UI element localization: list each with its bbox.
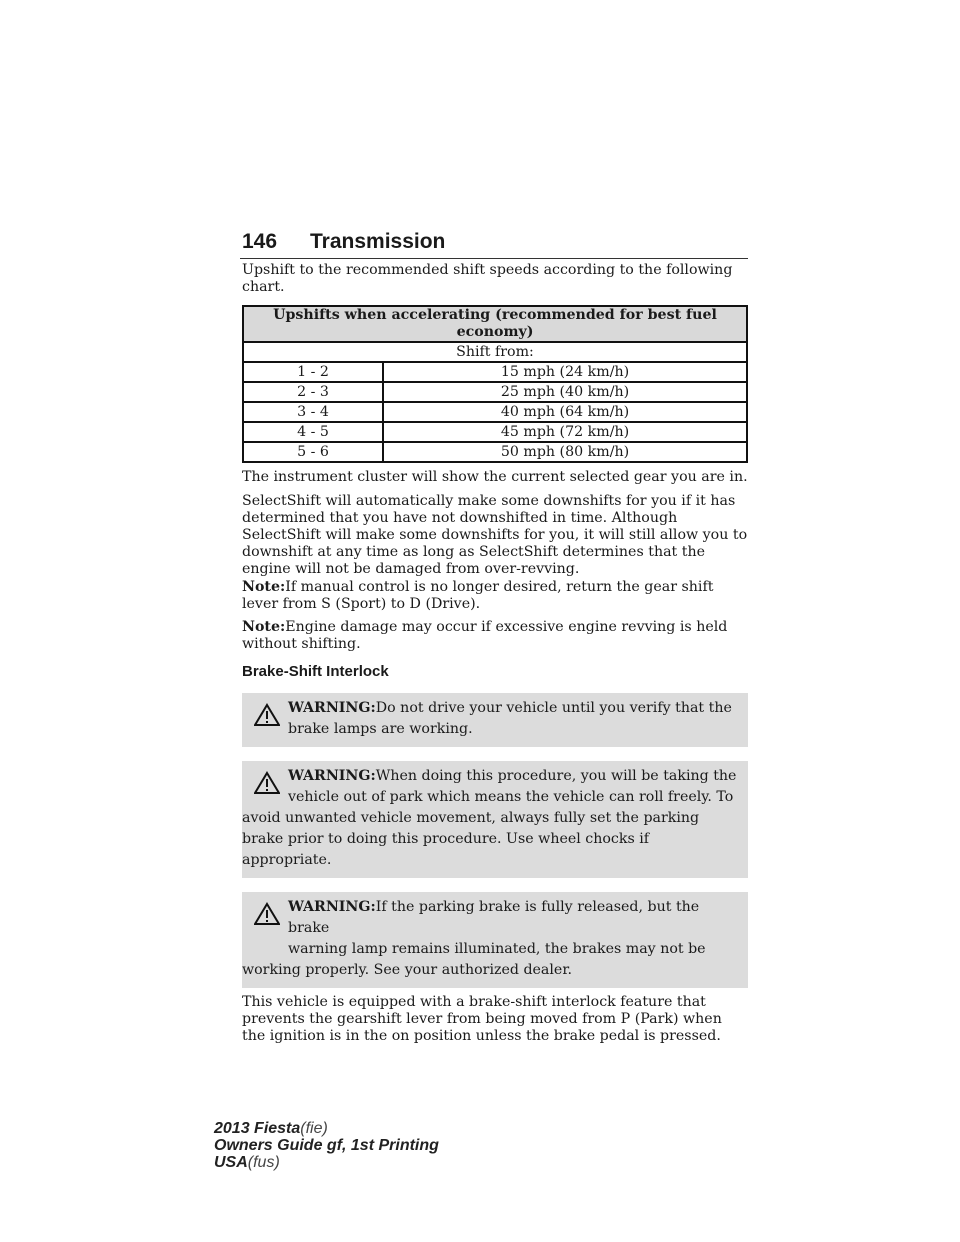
warning-box [242,693,748,747]
warning-triangle-icon [254,771,280,795]
warning-box [242,892,748,988]
warning-label: WARNING: [288,898,376,915]
warning-text: warning lamp remains illuminated, the brakes may not be [288,940,706,957]
warning-triangle-icon [254,902,280,926]
page-header [240,228,748,259]
warning-text: Do not drive your vehicle until you verify that the [375,699,732,716]
gear-cell: 2 - 3 [243,382,383,402]
warning-text: When doing this procedure, you will be taking the [375,767,737,784]
warning-triangle-icon [254,703,280,727]
gear-cell: 5 - 6 [243,442,383,462]
page-content [242,262,748,1045]
paragraph-interlock: This vehicle is equipped with a brake-shift interlock feature that prevents the gearshift lever from being moved from P (Park) when the ignition is in the on position unless the brake pedal is pressed. [242,993,722,1045]
note-label: Note: [242,578,286,595]
warning-label: WARNING: [288,767,376,784]
footer-region-code: (fus) [247,1154,280,1171]
speed-cell: 40 mph (64 km/h) [383,402,747,422]
gear-cell: 4 - 5 [243,422,383,442]
section-title: Transmission [310,230,446,253]
warning-text: brake lamps are working. [288,720,473,737]
footer-model-code: (fie) [300,1120,328,1137]
speed-cell: 50 mph (80 km/h) [383,442,747,462]
table-row [243,362,747,382]
note-engine-damage [242,619,748,653]
warning-text: working properly. See your authorized dealer. [242,961,573,978]
table-row [243,422,747,442]
table-row [243,402,747,422]
footer-guide: Owners Guide gf, 1st Printing [214,1137,439,1154]
paragraph-cluster: The instrument cluster will show the current selected gear you are in. [242,469,748,486]
speed-cell: 15 mph (24 km/h) [383,362,747,382]
note-label: Note: [242,619,286,636]
gear-cell: 1 - 2 [243,362,383,382]
speed-cell: 45 mph (72 km/h) [383,422,747,442]
warning-text: vehicle out of park which means the vehicle can roll freely. To [288,788,734,805]
warning-text: If the parking brake is fully released, but the brake [288,898,700,936]
warning-label: WARNING: [288,699,376,716]
table-row [243,382,747,402]
warning-text: avoid unwanted vehicle movement, always fully set the parking brake prior to doing this procedure. Use wheel chocks if appropriate. [242,809,700,868]
table-subheader: Shift from: [243,342,747,362]
intro-text: Upshift to the recommended shift speeds according to the following chart. [242,262,733,296]
gear-cell: 3 - 4 [243,402,383,422]
page-number: 146 [242,230,278,253]
page-footer [214,1120,439,1171]
note-text: Engine damage may occur if excessive engine revving is held without shifting. [242,619,728,653]
warning-box [242,761,748,878]
footer-model: 2013 Fiesta [214,1120,301,1137]
paragraph-selectshift: SelectShift will automatically make some downshifts for you if it has determined that you have not downshifted in time. Although SelectShift will make some downshifts for you, it will still allow you to downshift at any time as long as SelectShift determines that the engine will not be damaged from over-revving. [242,492,748,578]
speed-cell: 25 mph (40 km/h) [383,382,747,402]
subheading: Brake-Shift Interlock [242,663,389,681]
table-row [243,442,747,462]
note-text: If manual control is no longer desired, return the gear shift lever from S (Sport) to D (Drive). [242,578,714,612]
shift-speed-table [242,305,748,463]
table-title: Upshifts when accelerating (recommended for best fuel economy) [243,306,747,342]
note-manual-control [242,579,748,613]
footer-region: USA [214,1154,248,1171]
